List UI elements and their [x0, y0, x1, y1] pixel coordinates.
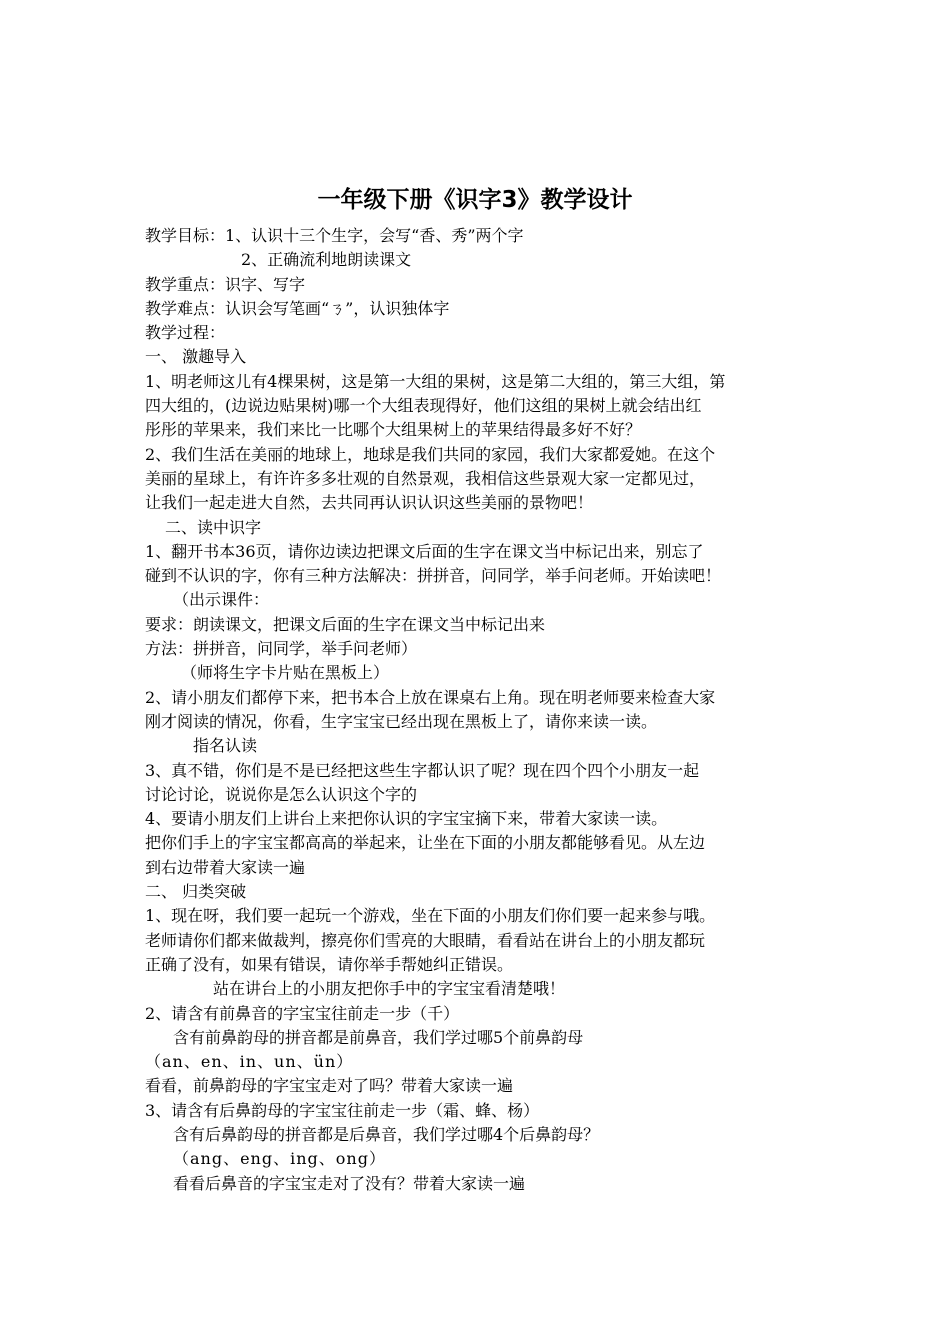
paragraph-line: 3、真不错，你们是不是已经把这些生字都认识了呢？现在四个四个小朋友一起 — [145, 760, 700, 780]
pinyin-line: （an、en、in、un、ün） — [145, 1052, 354, 1072]
objective-line: 2、正确流利地朗读课文 — [241, 250, 412, 270]
paragraph-line: 指名认读 — [193, 736, 258, 756]
paragraph-line: 2、请含有前鼻音的字宝宝往前走一步（千） — [145, 1003, 460, 1023]
objective-line: 教学目标：1、认识十三个生字，会写“香、秀”两个字 — [145, 226, 524, 245]
paragraph-line: 老师请你们都来做裁判，擦亮你们雪亮的大眼睛，看看站在讲台上的小朋友都玩 — [145, 930, 706, 950]
paragraph-line: 1、翻开书本36页，请你边读边把课文后面的生字在课文当中标记出来，别忘了 — [145, 541, 704, 561]
paragraph-line: 让我们一起走进大自然，去共同再认识认识这些美丽的景物吧！ — [145, 493, 594, 513]
paragraph-line: 要求：朗读课文，把课文后面的生字在课文当中标记出来 — [145, 614, 546, 634]
paragraph-line: 含有后鼻韵母的拼音都是后鼻音，我们学过哪4个后鼻韵母？ — [173, 1124, 600, 1144]
paragraph-line: 2、我们生活在美丽的地球上，地球是我们共同的家园，我们大家都爱她。在这个 — [145, 444, 716, 464]
key-point-line: 教学重点：识字、写字 — [145, 274, 306, 294]
difficulty-line: 教学难点：认识会写笔画“ㄋ”，认识独体字 — [145, 298, 450, 318]
section-heading: 一、 激趣导入 — [145, 347, 247, 367]
paragraph-line: 刚才阅读的情况，你看，生字宝宝已经出现在黑板上了，请你来读一读。 — [145, 711, 658, 731]
paragraph-line: 碰到不认识的字，你有三种方法解决：拼拼音，问同学，举手问老师。开始读吧！ — [145, 566, 722, 586]
document-body — [145, 224, 815, 1196]
pinyin-line: （ang、eng、ing、ong） — [173, 1149, 386, 1169]
paragraph-line: （出示课件： — [173, 590, 270, 610]
paragraph-line: 彤彤的苹果来，我们来比一比哪个大组果树上的苹果结得最多好不好？ — [145, 420, 642, 440]
paragraph-line: 站在讲台上的小朋友把你手中的字宝宝看清楚哦！ — [213, 979, 566, 999]
paragraph-line: 含有前鼻韵母的拼音都是前鼻音，我们学过哪5个前鼻韵母 — [173, 1027, 584, 1047]
paragraph-line: 四大组的，(边说边贴果树)哪一个大组表现得好，他们这组的果树上就会结出红 — [145, 396, 702, 416]
paragraph-line: 看看后鼻音的字宝宝走对了没有？带着大家读一遍 — [173, 1173, 526, 1193]
paragraph-line: 到右边带着大家读一遍 — [145, 857, 306, 877]
paragraph-line: 把你们手上的字宝宝都高高的举起来，让坐在下面的小朋友都能够看见。从左边 — [145, 833, 706, 853]
paragraph-line: 1、明老师这儿有4棵果树，这是第一大组的果树，这是第二大组的，第三大组，第 — [145, 371, 726, 391]
paragraph-line: （师将生字卡片贴在黑板上） — [181, 663, 390, 683]
process-heading: 教学过程： — [145, 323, 226, 343]
section-heading: 二、读中识字 — [165, 517, 262, 537]
paragraph-line: 看看，前鼻韵母的字宝宝走对了吗？带着大家读一遍 — [145, 1076, 514, 1096]
document-title: 一年级下册《识字3》教学设计 — [317, 187, 633, 213]
paragraph-line: 1、现在呀，我们要一起玩一个游戏，坐在下面的小朋友们你们要一起来参与哦。 — [145, 906, 716, 926]
paragraph-line: 4、要请小朋友们上讲台上来把你认识的字宝宝摘下来，带着大家读一读。 — [145, 809, 668, 829]
paragraph-line: 2、请小朋友们都停下来，把书本合上放在课桌右上角。现在明老师要来检查大家 — [145, 687, 716, 707]
section-heading: 二、 归类突破 — [145, 882, 247, 902]
paragraph-line: 讨论讨论，说说你是怎么认识这个字的 — [145, 784, 418, 804]
paragraph-line: 美丽的星球上，有许许多多壮观的自然景观，我相信这些景观大家一定都见过， — [145, 468, 706, 488]
paragraph-line: 3、请含有后鼻韵母的字宝宝往前走一步（霜、蜂、杨） — [145, 1100, 540, 1120]
paragraph-line: 方法：拼拼音，问同学，举手问老师） — [145, 639, 418, 659]
paragraph-line: 正确了没有，如果有错误，请你举手帮她纠正错误。 — [145, 954, 514, 974]
